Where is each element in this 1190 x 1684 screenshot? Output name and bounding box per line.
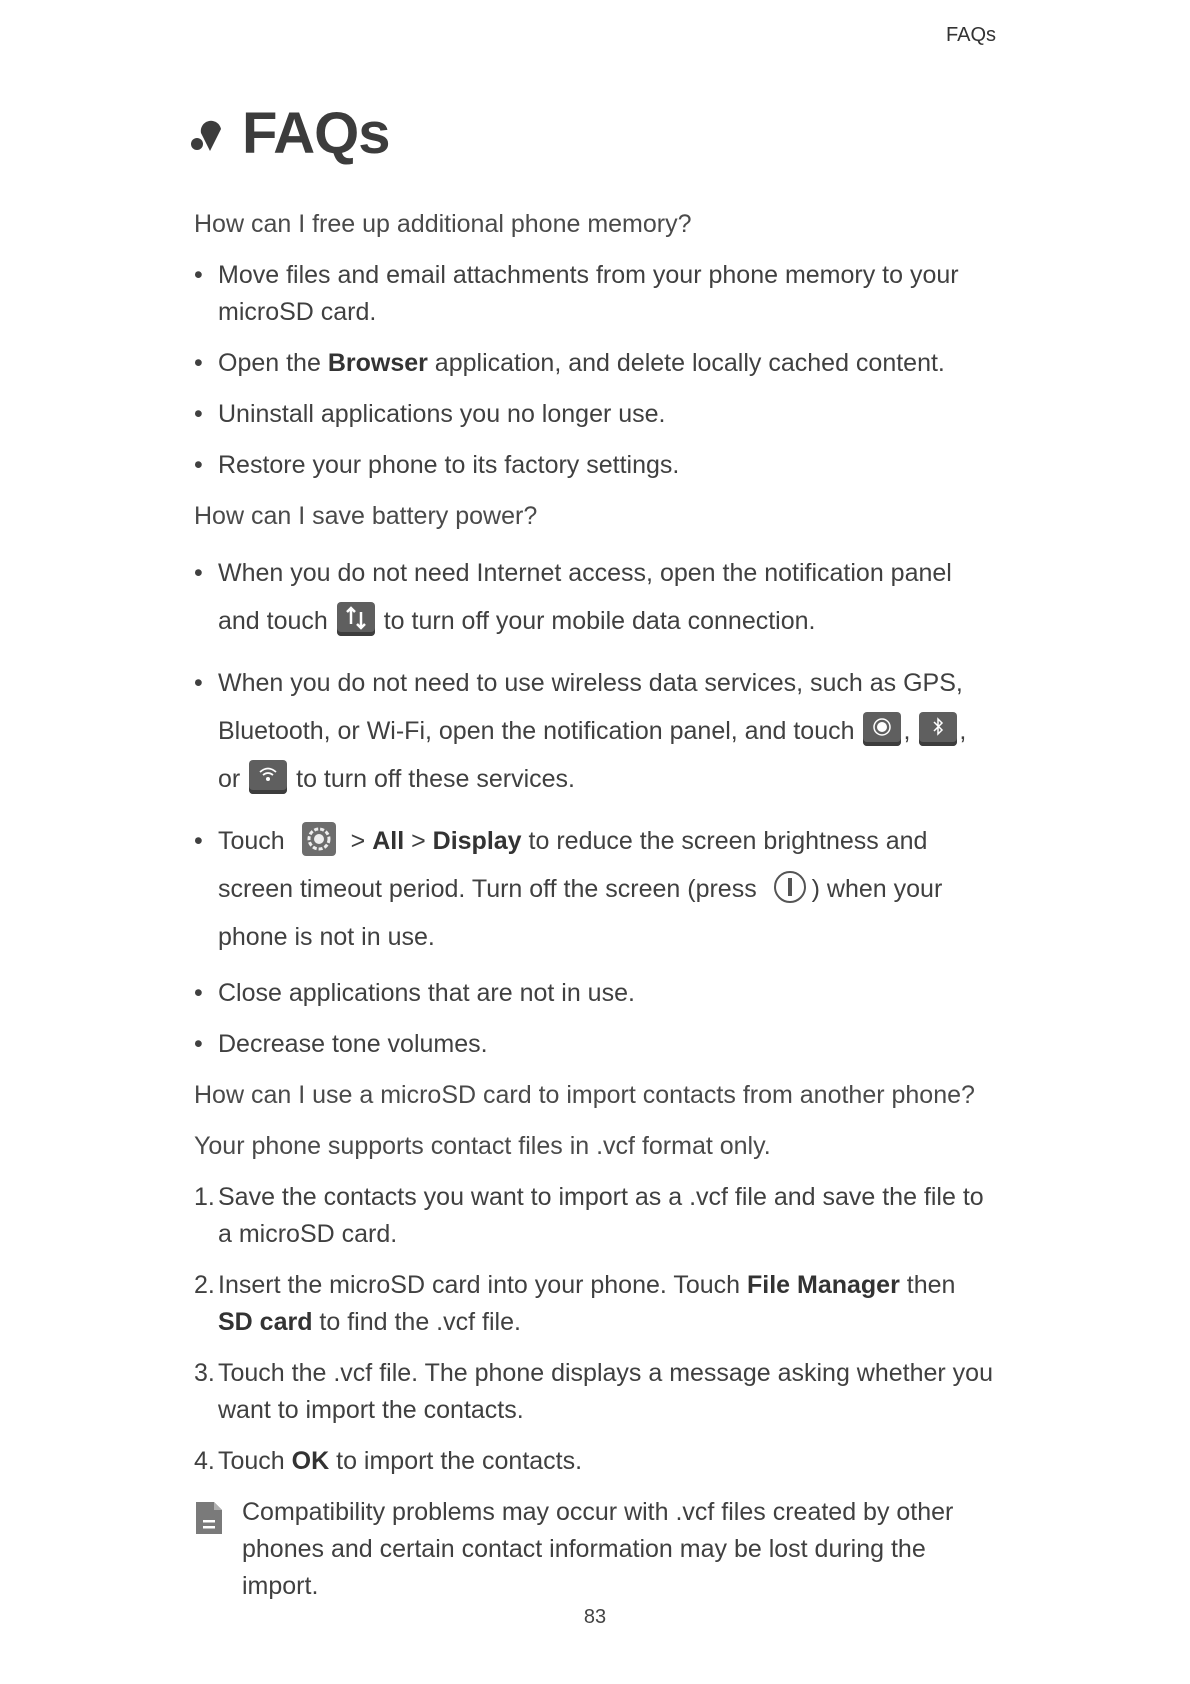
running-header: FAQs [945,24,996,46]
note-icon [194,1500,224,1536]
step-item: 4. Touch OK to import the contacts. [194,1447,583,1475]
list-item: • When you do not need Internet access, open the notification panel and touch to turn off your mobile data connection. [194,549,994,645]
page-title-row [188,100,390,167]
faq-content [194,206,994,1605]
display-label: Display [432,827,522,855]
step-item: 1. Save the contacts you want to import as a .vcf file and save the file to a microSD card. [194,1183,984,1248]
page-number: 83 [583,1606,607,1628]
browser-label: Browser [327,349,428,377]
bluetooth-icon [919,712,957,746]
note [194,1494,994,1605]
ok-label: OK [291,1447,330,1475]
sd-card-label: SD card [218,1308,313,1336]
list-item: • When you do not need to use wireless data services, such as GPS, Bluetooth, or Wi-Fi, open the notification panel, and touch , , or to turn off these services. [194,659,994,803]
list-item: • Decrease tone volumes. [194,1026,994,1063]
note-text: Compatibility problems may occur with .vcf files created by other phones and certain contact information may be lost during the import. [242,1498,954,1600]
question-battery: How can I save battery power? [194,502,538,530]
faq-logo-icon [188,111,234,157]
list-item: • Move files and email attachments from your phone memory to your microSD card. [194,257,994,331]
list-item: • Close applications that are not in use. [194,975,994,1012]
power-icon [774,871,806,903]
import-intro: Your phone supports contact files in .vcf format only. [194,1132,771,1160]
settings-icon [302,822,336,856]
list-item: • Open the Browser application, and delete locally cached content. [194,345,994,382]
step-item: 3. Touch the .vcf file. The phone displays a message asking whether you want to import the contacts. [194,1359,993,1424]
list-item: • Uninstall applications you no longer use. [194,396,994,433]
wifi-icon [249,760,287,794]
all-label: All [372,827,405,855]
page-title: FAQs [242,101,390,166]
question-import: How can I use a microSD card to import contacts from another phone? [194,1081,975,1109]
step-item: 2. Insert the microSD card into your phone. Touch File Manager then SD card to find the .vcf file. [194,1271,956,1336]
mobile-data-icon [337,602,375,636]
list-item: • Touch > All > Display to reduce the screen brightness and screen timeout period. Turn off the screen (press ) when your phone is not in use. [194,817,994,961]
question-memory: How can I free up additional phone memory? [194,210,692,238]
list-item: • Restore your phone to its factory settings. [194,447,994,484]
file-manager-label: File Manager [746,1271,900,1299]
gps-icon [863,712,901,746]
